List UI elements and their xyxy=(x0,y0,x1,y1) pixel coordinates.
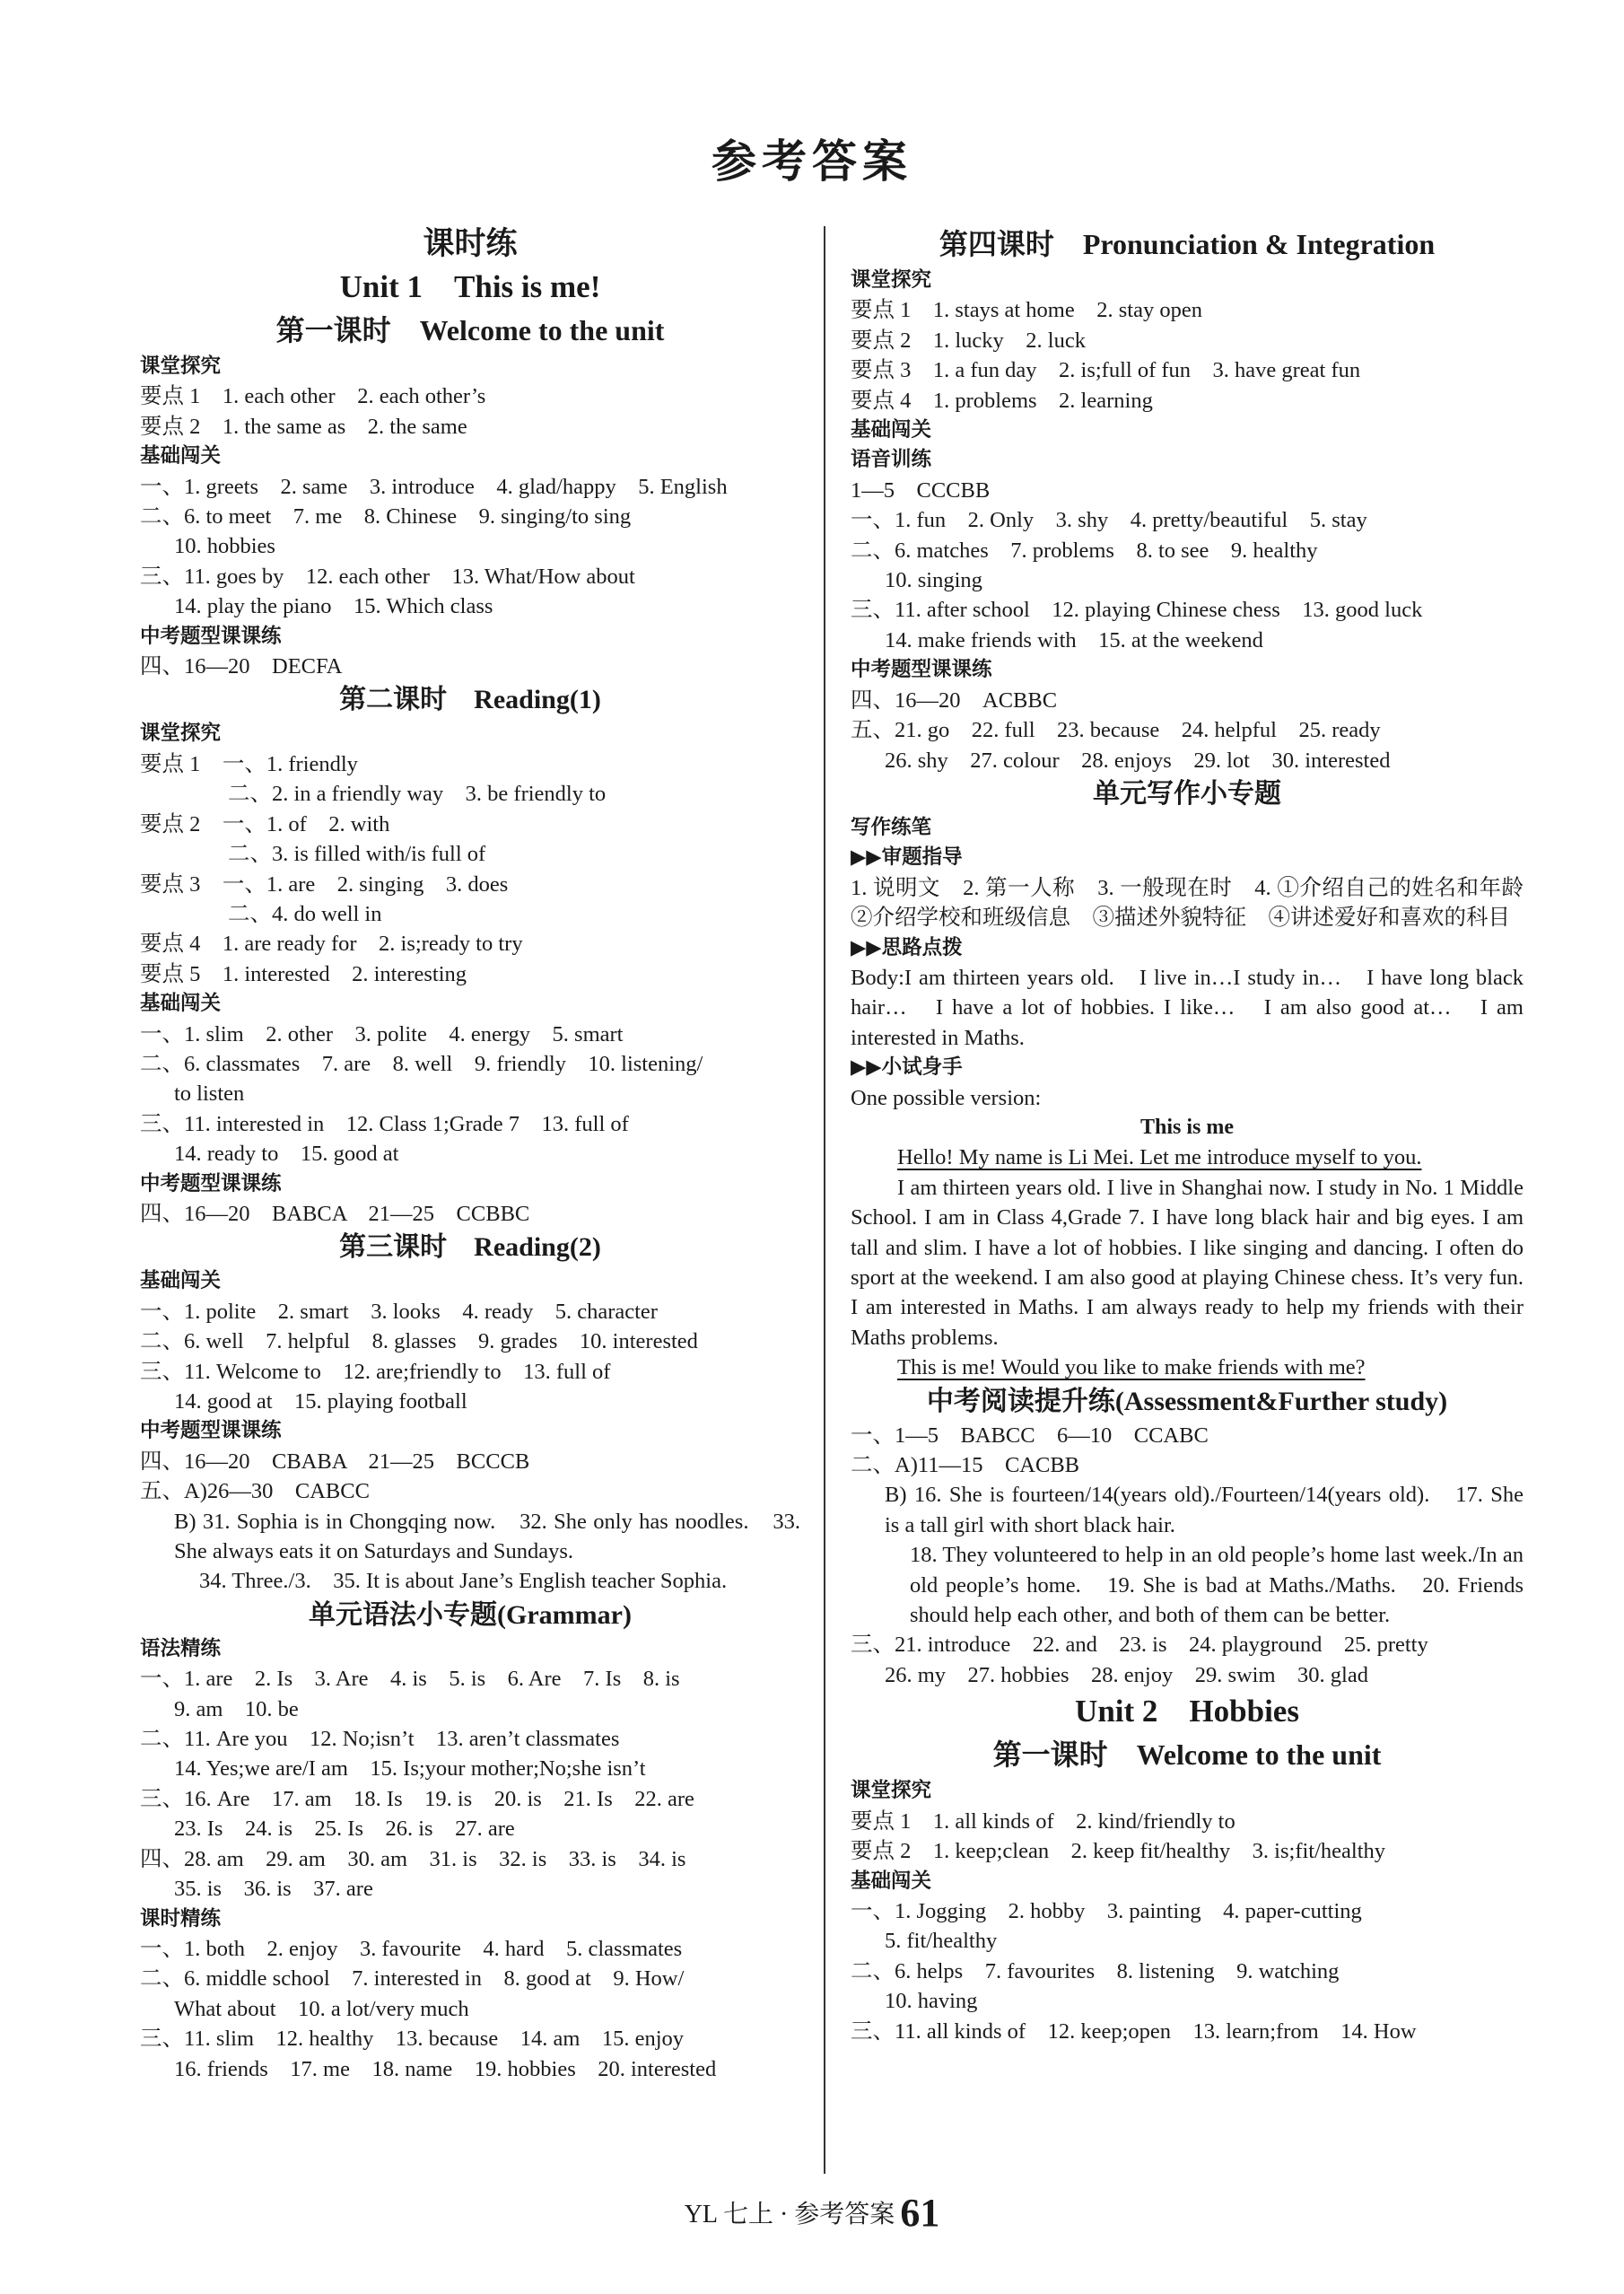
lesson-heading: 第一课时 Welcome to the unit xyxy=(992,1738,1382,1772)
answer-line: 要点 1 1. each other 2. each other’s xyxy=(140,384,486,409)
answer-line: 14. good at 15. playing football xyxy=(174,1389,467,1414)
answer-line: 四、16—20 DECFA xyxy=(140,654,343,679)
answer-line: 三、11. interested in 12. Class 1;Grade 7 13. full of xyxy=(140,1111,629,1136)
lesson-heading: 第四课时 Pronunciation & Integration xyxy=(939,228,1436,260)
answer-line: 1—5 CCCBB xyxy=(851,477,991,503)
section-heading: 第三课时 Reading(2) xyxy=(339,1232,601,1263)
answer-paragraph: Body:I am thirteen years old. I live in…I study in… I have long black hair… I have a lot of hobbies. I like… I am also good at… I am interested in Maths. xyxy=(851,965,1524,1050)
left-column xyxy=(140,223,800,2084)
section-heading: 第二课时 Reading(1) xyxy=(339,685,601,715)
answer-line: 35. is 36. is 37. are xyxy=(174,1877,373,1902)
subsection-label: 中考题型课课练 xyxy=(140,1171,282,1195)
subsection-label: 课时精练 xyxy=(140,1906,222,1931)
answer-line: 五、21. go 22. full 23. because 24. helpful 25. ready xyxy=(851,718,1381,743)
answer-line: 二、6. matches 7. problems 8. to see 9. healthy xyxy=(851,538,1318,563)
answer-paragraph: 1. 说明文 2. 第一人称 3. 一般现在时 4. ①介绍自己的姓名和年龄 ②介绍学校和班级信息 ③描述外貌特征 ④讲述爱好和喜欢的科目 xyxy=(851,875,1546,931)
answer-line: 四、16—20 BABCA 21—25 CCBBC xyxy=(140,1201,530,1226)
answer-paragraph: 18. They volunteered to help in an old people’s home last week./In an old people’s home. 19. She is bad at Maths./Maths. 20. Friends should help each other, and both of them can be better. xyxy=(910,1543,1524,1628)
answer-line: 四、28. am 29. am 30. am 31. is 32. is 33. is 34. is xyxy=(140,1846,686,1871)
answer-line: 14. Yes;we are/I am 15. Is;your mother;No;she isn’t xyxy=(174,1756,646,1782)
answer-line: 5. fit/healthy xyxy=(885,1929,998,1954)
answer-line: 要点 1 1. all kinds of 2. kind/friendly to xyxy=(851,1808,1235,1834)
answer-line: 要点 1 一、1. friendly xyxy=(140,751,358,776)
answer-line: 三、11. slim 12. healthy 13. because 14. am 15. enjoy xyxy=(140,2027,685,2052)
unit-heading: Unit 1 This is me! xyxy=(339,269,601,304)
section-heading: 单元写作小专题 xyxy=(1093,778,1281,809)
lesson-heading: 第一课时 Welcome to the unit xyxy=(275,314,665,346)
answer-line: 10. hobbies xyxy=(174,534,275,559)
essay-title: This is me xyxy=(1139,1115,1234,1139)
answer-line: 三、11. after school 12. playing Chinese chess 13. good luck xyxy=(851,598,1423,623)
answer-line: 10. singing xyxy=(885,568,982,593)
answer-line: 三、16. Are 17. am 18. Is 19. is 20. is 21. Is 22. are xyxy=(140,1786,694,1811)
essay-paragraph: Hello! My name is Li Mei. Let me introduce myself to you. xyxy=(897,1145,1422,1170)
answer-line: 26. shy 27. colour 28. enjoys 29. lot 30. interested xyxy=(885,748,1391,773)
answer-line: 一、1. slim 2. other 3. polite 4. energy 5. smart xyxy=(140,1021,624,1046)
subsection-label: 中考题型课课练 xyxy=(140,1419,282,1443)
answer-line: 一、1. greets 2. same 3. introduce 4. glad/happy 5. English xyxy=(140,474,728,499)
section-heading: 单元语法小专题(Grammar) xyxy=(309,1599,632,1630)
answer-line: One possible version: xyxy=(851,1085,1042,1110)
subsection-label: 中考题型课课练 xyxy=(851,658,992,682)
answer-line: 四、16—20 ACBBC xyxy=(851,687,1058,713)
subsection-label: 课堂探究 xyxy=(851,268,932,292)
answer-line: 二、6. well 7. helpful 8. glasses 9. grades 10. interested xyxy=(140,1329,698,1354)
answer-line: 要点 4 1. problems 2. learning xyxy=(851,388,1153,413)
unit-heading: 课时练 xyxy=(423,226,518,261)
answer-line: 五、A)26—30 CABCC xyxy=(140,1479,370,1504)
answer-paragraph: B) 16. She is fourteen/14(years old)./Fourteen/14(years old). 17. She is a tall girl with short black hair. xyxy=(885,1483,1524,1537)
answer-line: 一、1. polite 2. smart 3. looks 4. ready 5. character xyxy=(140,1299,658,1324)
answer-line: 要点 2 一、1. of 2. with xyxy=(140,811,390,836)
answer-line: 要点 2 1. lucky 2. luck xyxy=(851,328,1086,353)
subsection-label: 课堂探究 xyxy=(140,355,222,378)
subsection-label: 基础闯关 xyxy=(851,1869,932,1893)
answer-line: 要点 2 1. keep;clean 2. keep fit/healthy 3. is;fit/healthy xyxy=(851,1839,1386,1864)
answer-line: 10. having xyxy=(885,1989,978,2014)
answer-line: 一、1. fun 2. Only 3. shy 4. pretty/beautiful 5. stay xyxy=(851,508,1367,533)
section-heading: 中考阅读提升练(Assessment&Further study) xyxy=(926,1386,1448,1416)
subsection-label: ▶▶思路点拨 xyxy=(851,935,963,959)
column-divider xyxy=(824,226,825,2174)
answer-line: 一、1—5 BABCC 6—10 CCABC xyxy=(851,1423,1209,1448)
answer-line: 26. my 27. hobbies 28. enjoy 29. swim 30. glad xyxy=(885,1662,1368,1687)
subsection-label: 基础闯关 xyxy=(140,1269,222,1293)
subsection-label: 课堂探究 xyxy=(851,1779,932,1803)
answer-line: 二、11. Are you 12. No;isn’t 13. aren’t classmates xyxy=(140,1727,620,1752)
right-column xyxy=(851,223,1546,2046)
answer-line: 三、11. Welcome to 12. are;friendly to 13. full of xyxy=(140,1359,611,1384)
answer-line: 三、21. introduce 22. and 23. is 24. playground 25. pretty xyxy=(851,1633,1428,1658)
subsection-label: 基础闯关 xyxy=(140,444,222,468)
subsection-label: 基础闯关 xyxy=(140,992,222,1016)
footer-label: YL 七上 · 参考答案 xyxy=(684,2201,895,2228)
answer-line: 四、16—20 CBABA 21—25 BCCCB xyxy=(140,1449,530,1474)
subsection-label: ▶▶审题指导 xyxy=(851,845,963,870)
essay-paragraph: I am thirteen years old. I live in Shanghai now. I study in No. 1 Middle School. I am in Class 4,Grade 7. I have long black hair and big eyes. I am tall and slim. I have a lot of hobbies. I like singing and dancing. I often do sport at the weekend. I am also good at playing Chinese chess. It’s very fun. I am interested in Maths. I am always ready to help my friends with their Maths problems. xyxy=(851,1175,1524,1350)
answer-line: 一、1. both 2. enjoy 3. favourite 4. hard 5. classmates xyxy=(140,1936,683,1961)
subsection-label: ▶▶小试身手 xyxy=(851,1055,963,1080)
answer-line: 二、2. in a friendly way 3. be friendly to xyxy=(140,782,607,807)
answer-line: 14. make friends with 15. at the weekend xyxy=(885,627,1263,652)
answer-line: 二、6. middle school 7. interested in 8. good at 9. How/ xyxy=(140,1966,685,1992)
answer-paragraph: B) 31. Sophia is in Chongqing now. 32. She only has noodles. 33. She always eats it on Saturdays and Sundays. xyxy=(174,1509,800,1564)
page-footer xyxy=(0,2190,1624,2236)
answer-line: 要点 3 1. a fun day 2. is;full of fun 3. have great fun xyxy=(851,358,1361,383)
subsection-label: 基础闯关 xyxy=(851,418,932,442)
answer-line: 要点 4 1. are ready for 2. is;ready to try xyxy=(140,932,523,957)
answer-line: 要点 1 1. stays at home 2. stay open xyxy=(851,298,1202,323)
unit-heading: Unit 2 Hobbies xyxy=(1075,1694,1299,1729)
page-number: 61 xyxy=(900,2191,940,2235)
subsection-label: 语音训练 xyxy=(851,448,932,472)
answer-line: 要点 3 一、1. are 2. singing 3. does xyxy=(140,871,509,897)
answer-line: 二、6. classmates 7. are 8. well 9. friendly 10. listening/ xyxy=(140,1051,703,1076)
subsection-label: 课堂探究 xyxy=(140,722,222,746)
answer-line: 二、4. do well in xyxy=(140,901,382,926)
answer-line: 二、3. is filled with/is full of xyxy=(140,842,486,867)
subsection-label: 写作练笔 xyxy=(851,815,932,839)
answer-line: 要点 2 1. the same as 2. the same xyxy=(140,414,467,439)
answer-line: 23. Is 24. is 25. Is 26. is 27. are xyxy=(174,1817,515,1842)
answer-line: 二、6. to meet 7. me 8. Chinese 9. singing/to sing xyxy=(140,504,632,530)
answer-paragraph: 34. Three./3. 35. It is about Jane’s English teacher Sophia. xyxy=(199,1569,728,1594)
essay-paragraph: This is me! Would you like to make friends with me? xyxy=(897,1355,1366,1380)
answer-line: 16. friends 17. me 18. name 19. hobbies 20. interested xyxy=(174,2056,717,2081)
answer-line: 14. play the piano 15. Which class xyxy=(174,594,493,619)
answer-line: 14. ready to 15. good at xyxy=(174,1142,399,1167)
answer-line: 二、A)11—15 CACBB xyxy=(851,1453,1080,1478)
answer-line: 三、11. all kinds of 12. keep;open 13. learn;from 14. How xyxy=(851,2018,1417,2044)
answer-line: 二、6. helps 7. favourites 8. listening 9. watching xyxy=(851,1958,1340,1983)
answer-line: What about 10. a lot/very much xyxy=(174,1996,469,2021)
subsection-label: 语法精练 xyxy=(140,1636,222,1660)
page-title: 参考答案 xyxy=(712,136,912,188)
answer-line: 9. am 10. be xyxy=(174,1696,299,1721)
answer-line: 一、1. are 2. Is 3. Are 4. is 5. is 6. Are 7. Is 8. is xyxy=(140,1667,680,1692)
subsection-label: 中考题型课课练 xyxy=(140,624,282,648)
answer-line: 三、11. goes by 12. each other 13. What/How about xyxy=(140,564,635,589)
answer-line: to listen xyxy=(174,1081,245,1107)
answer-line: 一、1. Jogging 2. hobby 3. painting 4. paper-cutting xyxy=(851,1898,1362,1923)
answer-line: 要点 5 1. interested 2. interesting xyxy=(140,961,467,986)
